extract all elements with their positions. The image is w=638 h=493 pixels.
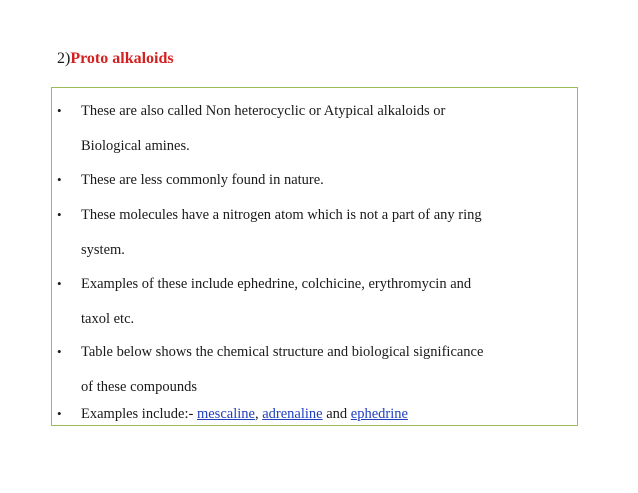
link-ephedrine[interactable]: ephedrine xyxy=(350,406,408,422)
bullet-line: system. xyxy=(81,241,125,258)
bullet-dot: • xyxy=(57,276,62,291)
bullet-line: These molecules have a nitrogen atom which is not a part of any ring xyxy=(81,207,482,223)
bullet-dot: • xyxy=(57,344,62,359)
bullet-text xyxy=(81,163,324,198)
bullet-text xyxy=(81,267,471,336)
bullet-line: Biological amines. xyxy=(81,137,190,154)
bullet-dot: • xyxy=(57,103,62,118)
bullet-dot: • xyxy=(57,406,62,421)
examples-prefix: Examples include:- xyxy=(81,406,197,422)
heading-title: Proto alkaloids xyxy=(70,50,174,67)
bullet-text xyxy=(81,94,445,163)
bullet-dot: • xyxy=(57,207,62,222)
link-mescaline[interactable]: mescaline xyxy=(196,406,255,422)
bullet-line: These are also called Non heterocyclic or Atypical alkaloids or xyxy=(81,103,446,119)
bullet-line: of these compounds xyxy=(81,378,197,395)
bullet-dot: • xyxy=(57,172,62,187)
bullet-line: These are less commonly found in nature. xyxy=(81,172,324,188)
content-box xyxy=(51,87,578,426)
bullet-line: Table below shows the chemical structure and biological significance xyxy=(81,344,484,360)
heading-number: 2) xyxy=(57,50,71,67)
bullet-line: Examples of these include ephedrine, colchicine, erythromycin and xyxy=(81,276,472,292)
page-heading xyxy=(57,49,174,69)
link-adrenaline[interactable]: adrenaline xyxy=(262,406,323,422)
examples-separator: and xyxy=(322,406,351,422)
bullet-text xyxy=(81,335,483,404)
bullet-text xyxy=(81,198,482,267)
bullet-text xyxy=(81,397,408,432)
bullet-line: taxol etc. xyxy=(81,310,135,327)
examples-separator: , xyxy=(254,406,263,422)
